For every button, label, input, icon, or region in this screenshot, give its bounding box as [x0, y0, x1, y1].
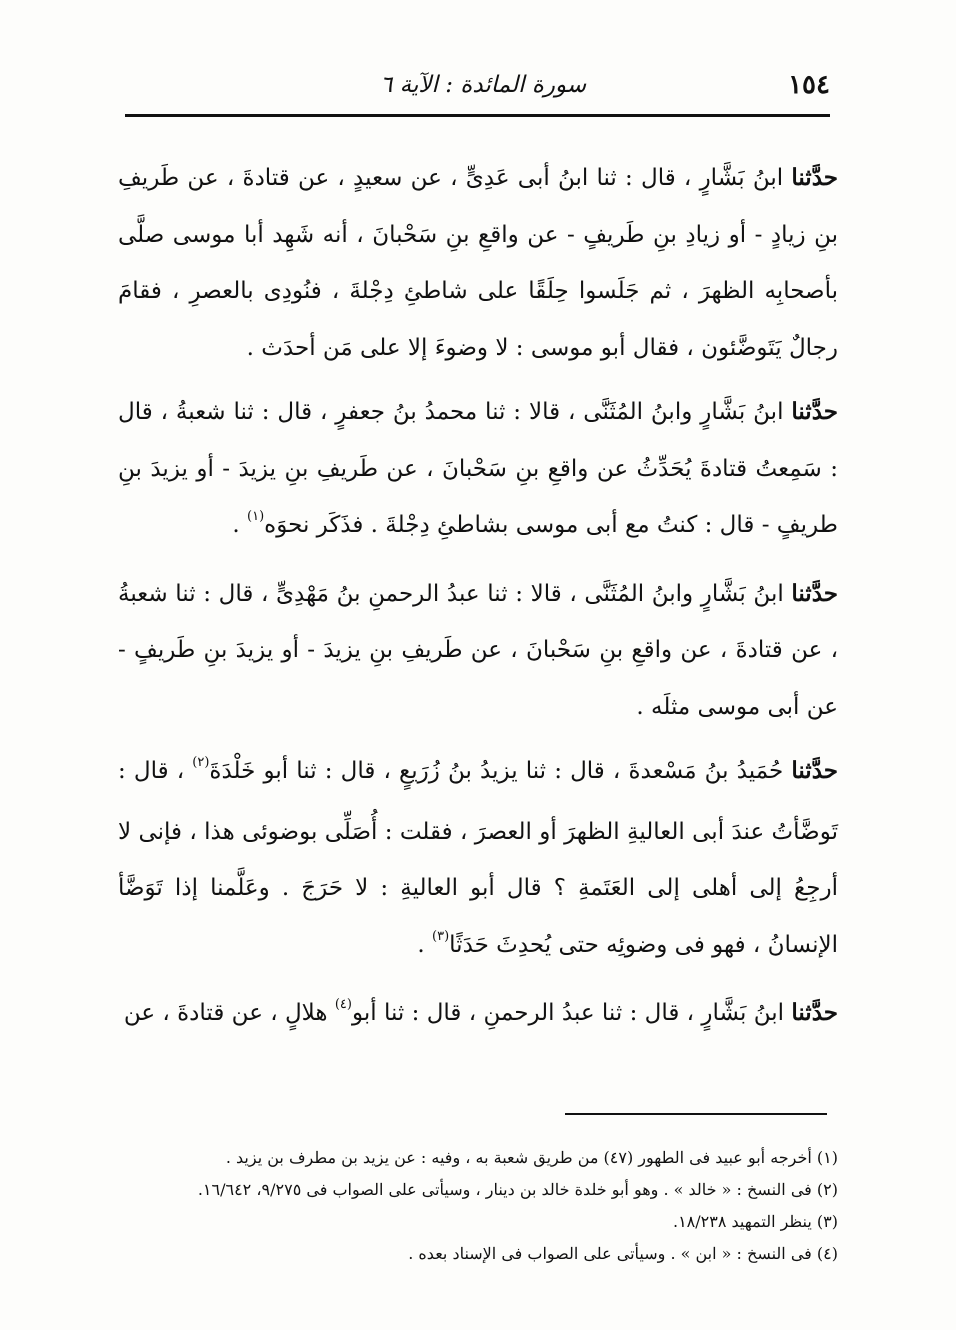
- paragraph-text-middle: ، قال : تَوضَّأتُ عندَ أبى العاليةِ الظهرَ أو العصرَ ، فقلت : أُصَلِّى بوضوئى هذا ، فإنى لا أرجِعُ إلى أهلى إلى العَتَمةِ ؟ قال أبو العاليةِ : لا حَرَجَ . وعَلَّمنا إذا تَوَضَّأ الإنسانُ ، فهو فى وضوئِه حتى يُحدِثَ حَدَثًا: [118, 758, 838, 958]
- footnote-separator: [565, 1113, 827, 1115]
- footnote-ref-3[interactable]: (٣): [432, 928, 450, 944]
- paragraph-lead: حدَّثنا: [791, 757, 838, 784]
- paragraph-lead: حدَّثنا: [791, 579, 838, 607]
- paragraph-text: ابنُ بَشَّارٍ وابنُ المُثَنَّى ، قالا : ثنا عبدُ الرحمنِ بنُ مَهْدِىٍّ ، قال : ثنا شعبةُ ، عن قتادةَ ، عن واقعِ بنِ سَحْبانَ ، عن طَريفِ بنِ يزيدَ - أو يزيدَ بنِ طَريفٍ - عن أبى موسى مثلَه .: [118, 580, 838, 720]
- paragraph-text-end: .: [417, 931, 433, 958]
- paragraph-1: [118, 150, 838, 376]
- paragraph-5: [118, 985, 838, 1046]
- running-title: سورة المائدة : الآية ٦: [380, 72, 587, 98]
- paragraph-text-end: هلالٍ ، عن قتادةَ ، عن: [123, 1000, 335, 1026]
- paragraph-text: ابنُ بَشَّارٍ وابنُ المُثَنَّى ، قالا : ثنا محمدُ بنُ جعفرٍ ، قال : ثنا شعبةُ ، قال : سَمِعتُ قتادةَ يُحَدِّثُ عن واقعِ بنِ سَحْبانَ ، عن طَريفِ بنِ يزيدَ - أو يزيدَ بنِ طريفٍ - قال : كنتُ مع أبى موسى بشاطئِ دِجْلةَ . فذَكَر نحوَه: [118, 399, 838, 538]
- footnote-2: (٢) فى النسخ : « خالد » . وهو أبو خلدة خالد بن دينار ، وسيأتى على الصواب فى ٩/٢٧٥، ١٦/٦٤٢.: [197, 1180, 838, 1199]
- paragraph-lead: حدَّثنا: [791, 398, 838, 425]
- paragraph-4: [118, 743, 838, 977]
- paragraph-3: [118, 566, 838, 736]
- footnote-ref-4[interactable]: (٤): [334, 997, 352, 1012]
- paragraph-lead: حدَّثنا: [791, 999, 838, 1026]
- footnote-1: (١) أخرجه أبو عبيد فى الطهور (٤٧) من طريق شعبة به ، وفيه : عن يزيد بن مطرف بن يزيد .: [225, 1148, 838, 1167]
- page-header: [125, 62, 830, 114]
- paragraph-text: حُمَيدُ بنُ مَسْعدةَ ، قال : ثنا يزيدُ بنُ زُرَيعٍ ، قال : ثنا أبو خَلْدَةَ: [209, 758, 792, 784]
- paragraph-text-end: .: [232, 512, 248, 538]
- footnote-ref-2[interactable]: (٢): [192, 755, 210, 770]
- page-number: ١٥٤: [788, 70, 830, 100]
- paragraph-2: [118, 384, 838, 558]
- footnotes: [118, 1142, 838, 1270]
- paragraph-text: ابنُ بَشَّارٍ ، قال : ثنا عبدُ الرحمنِ ، قال : ثنا أبو: [351, 1000, 792, 1026]
- footnote-3: (٣) ينظر التمهيد ١٨/٢٣٨.: [672, 1212, 838, 1231]
- paragraph-lead: حدَّثنا: [791, 164, 838, 191]
- footnote-ref-1[interactable]: (١): [247, 509, 265, 524]
- header-rule: [125, 114, 830, 117]
- paragraph-text: ابنُ بَشَّارٍ ، قال : ثنا ابنُ أبى عَدِىٍّ ، عن سعيدٍ ، عن قتادةَ ، عن طَريفِ بنِ زيادٍ - أو زيادِ بنِ طَريفٍ - عن واقعِ بنِ سَحْبانَ ، أنه شَهِد أبا موسى صلَّى بأصحابِه الظهرَ ، ثم جَلَسوا حِلَقًا على شاطئِ دِجْلةَ ، فنُودِى بالعصرِ ، فقامَ رجالٌ يَتَوضَّئون ، فقال أبو موسى : لا وضوءَ إلا على مَن أحدَث .: [118, 165, 838, 361]
- main-text: [118, 150, 838, 1054]
- footnote-4: (٤) فى النسخ : « ابن » . وسيأتى على الصواب فى الإسناد بعده .: [408, 1244, 838, 1263]
